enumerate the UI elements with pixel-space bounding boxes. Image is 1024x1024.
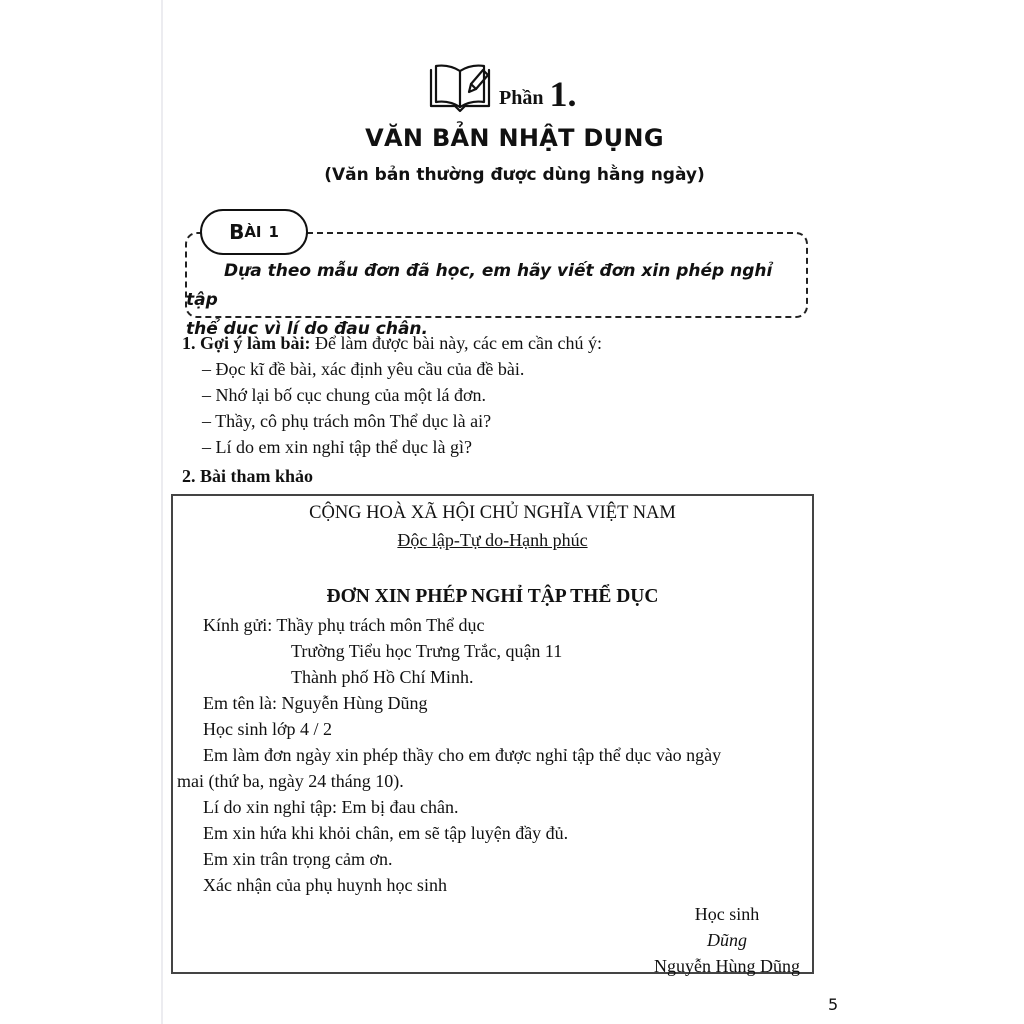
letter-signature-block bbox=[652, 901, 802, 979]
hints-heading-label: 1. Gợi ý làm bài: bbox=[182, 333, 311, 353]
letter-recipient-city: Thành phố Hồ Chí Minh. bbox=[291, 667, 474, 687]
section-title: VĂN BẢN NHẬT DỤNG bbox=[365, 124, 664, 152]
open-book-with-pencil-icon bbox=[425, 62, 495, 114]
part-header bbox=[425, 58, 576, 114]
hints-heading-text: Để làm được bài này, các em cần chú ý: bbox=[310, 333, 602, 353]
hints-heading bbox=[182, 330, 602, 356]
letter-title: ĐƠN XIN PHÉP NGHỈ TẬP THỂ DỤC bbox=[326, 586, 659, 607]
letter-country-header: CỘNG HOÀ XÃ HỘI CHỦ NGHĨA VIỆT NAM bbox=[309, 503, 676, 523]
letter-motto: Độc lập-Tự do-Hạnh phúc bbox=[397, 530, 588, 550]
part-label: Phần bbox=[499, 87, 544, 109]
letter-request: Em làm đơn ngày xin phép thầy cho em được nghỉ tập thể dục vào ngày bbox=[203, 745, 722, 765]
hint-item: – Đọc kĩ đề bài, xác định yêu cầu của đề bài. bbox=[202, 359, 525, 379]
exercise-label-initial: B bbox=[229, 220, 245, 244]
letter-request-cont: mai (thứ ba, ngày 24 tháng 10). bbox=[177, 771, 404, 791]
part-number: 1. bbox=[549, 74, 577, 114]
exercise-prompt-line: thể dục vì lí do đau chân. bbox=[186, 319, 428, 339]
letter-parent-confirmation: Xác nhận của phụ huynh học sinh bbox=[203, 875, 447, 895]
signature-full-name: Nguyễn Hùng Dũng bbox=[654, 956, 800, 976]
letter-thanks: Em xin trân trọng cảm ơn. bbox=[203, 849, 393, 869]
page-number: 5 bbox=[828, 995, 839, 1014]
letter-promise: Em xin hứa khi khỏi chân, em sẽ tập luyện đầy đủ. bbox=[203, 823, 569, 843]
sample-letter-box bbox=[171, 494, 814, 974]
reference-heading: 2. Bài tham khảo bbox=[182, 466, 314, 486]
hint-item: – Thầy, cô phụ trách môn Thể dục là ai? bbox=[202, 411, 492, 431]
letter-student-class: Học sinh lớp 4 / 2 bbox=[203, 719, 333, 739]
hints-section bbox=[182, 330, 602, 460]
section-subtitle: (Văn bản thường được dùng hằng ngày) bbox=[324, 165, 705, 185]
signature: Dũng bbox=[707, 930, 747, 950]
page-edge bbox=[161, 0, 163, 1024]
letter-recipient-school: Trường Tiểu học Trưng Trắc, quận 11 bbox=[291, 641, 563, 661]
signature-role: Học sinh bbox=[694, 904, 760, 924]
letter-body bbox=[177, 612, 802, 898]
exercise-prompt-line: Dựa theo mẫu đơn đã học, em hãy viết đơn xin phép nghỉ tập bbox=[186, 261, 773, 310]
letter-recipient: Kính gửi: Thầy phụ trách môn Thể dục bbox=[203, 615, 485, 635]
letter-reason: Lí do xin nghỉ tập: Em bị đau chân. bbox=[203, 797, 459, 817]
hint-item: – Lí do em xin nghỉ tập thể dục là gì? bbox=[202, 437, 472, 457]
letter-student-name: Em tên là: Nguyễn Hùng Dũng bbox=[203, 693, 428, 713]
exercise-label-number: 1 bbox=[268, 223, 279, 241]
hint-item: – Nhớ lại bố cục chung của một lá đơn. bbox=[202, 385, 486, 405]
exercise-label-rest: ÀI bbox=[244, 223, 262, 241]
exercise-label-badge bbox=[200, 209, 308, 255]
